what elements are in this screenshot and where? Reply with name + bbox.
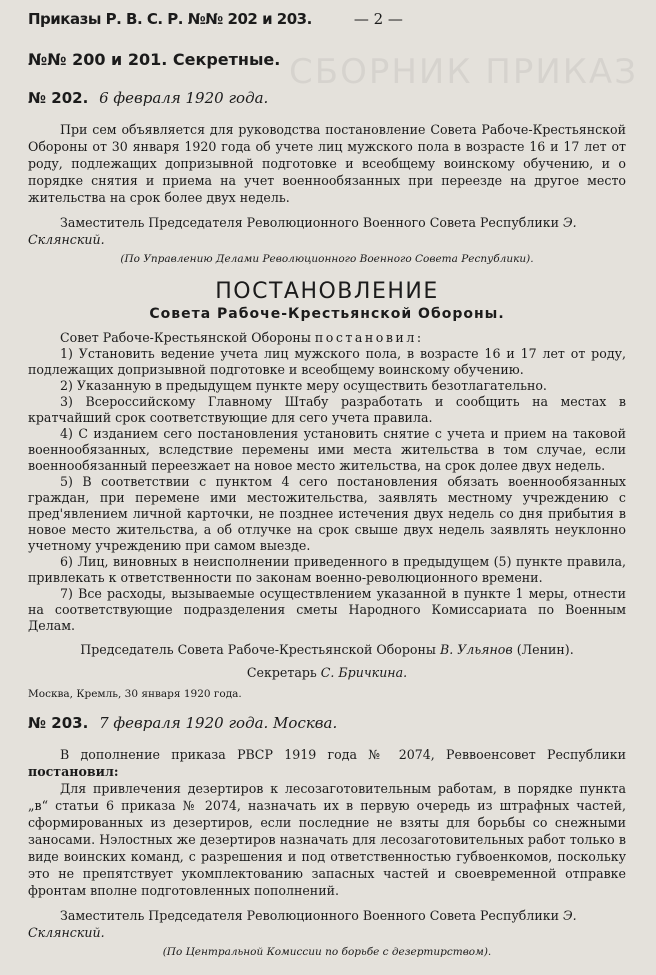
order-202-note: (По Управлению Делами Революционного Военного Совета Республики). — [120, 253, 534, 265]
decree-point: 2) Указанную в предыдущем пункте меру осуществить безотлагательно. — [60, 378, 547, 393]
secret-orders-heading: №№ 200 и 201. Секретные. — [28, 50, 281, 69]
order-203-signature — [28, 907, 626, 941]
order-202-signature-name: Э. Склянский. — [28, 215, 577, 247]
order-203-signature-title: Заместитель Председателя Революционного Военного Совета Республики — [60, 908, 559, 923]
order-203-heading — [28, 714, 626, 732]
decree-preamble — [28, 330, 626, 346]
running-head — [28, 10, 626, 28]
page-number: — 2 — — [353, 10, 403, 28]
order-203-body: Для привлечения дезертиров к лесозаготовительным работам, в порядке пункта „в“ статьи 6 приказа № 2074, назначать их в первую очередь из штрафных частей, сформированных из дезертиров, если последние не взяты для борьбы со снежными заносами. Нэлостных же дезертиров назначать для лесозаготовительных работ только в виде воинских команд, с разрешения и под ответственностью губвоенкомов, поскольку это не препятствует укомплектованию запасных частей и своевременной отправке фронтам вполне подготовленных пополнений. — [28, 781, 626, 898]
decree-preamble-word: постановил: — [314, 330, 424, 345]
decree-point: 4) С изданием сего постановления установить снятие с учета и прием на таковой военнообязанных, вследствие перемены ими места жительства в том случае, если военнообязанный переезжает на новое место жительства, на срок долее двух недель. — [28, 426, 626, 473]
decree-point: 6) Лиц, виновных в неисполнении приведенного в предыдущем (5) пункте правила, привлекать к ответственности по законам военно-революционного времени. — [28, 554, 626, 585]
running-title: Приказы Р. В. С. Р. №№ 202 и 203. — [28, 10, 312, 28]
decree-point: 1) Установить ведение учета лиц мужского пола, в возрасте 16 и 17 лет от роду, подлежащих допризывной подготовке и всеобщему воинскому обучению. — [28, 346, 626, 377]
decree-secretary-name: С. Бричкина. — [320, 665, 408, 680]
decree-points — [28, 346, 626, 634]
order-202-body: При сем объявляется для руководства постановление Совета Рабоче-Крестьянской Обороны от 30 января 1920 года об учете лиц мужского пола в возрасте 16 и 17 лет от роду, подлежащих допризывной подготовке и всеобщему воинскому обучению, и о порядке снятия и приема на учет военнообязанных при переезде на другое место жительства на срок более двух недель. — [28, 122, 626, 205]
order-202-number: № 202. — [28, 89, 89, 107]
decree-chair-signature — [28, 642, 626, 657]
order-203-number: № 203. — [28, 714, 89, 732]
decree-chair-name: В. Ульянов — [439, 642, 513, 657]
order-203-intro — [28, 746, 626, 780]
order-203-intro-word: постановил: — [28, 764, 119, 779]
order-203-signature-name: Э. Склянский. — [28, 908, 577, 940]
decree-point: 5) В соответствии с пунктом 4 сего постановления обязать военнообязанных граждан, при перемене ими местожительства, заявлять местному учреждению с пред'явлением личной карточки, не позднее истечения двух недель со дня прибытия в новое место жительства, а об отлучке на срок свыше двух недель заявлять неуклонно учетному учреждению при самом выезде. — [28, 474, 626, 553]
order-202-date: 6 февраля 1920 года. — [99, 89, 269, 107]
decree-secretary-title: Секретарь — [246, 665, 317, 680]
decree-point: 7) Все расходы, вызываемые осуществлением указанной в пункте 1 меры, отнести на соответствующие подразделения сметы Народного Комиссариата по Военным Делам. — [28, 586, 626, 633]
order-203-date: 7 февраля 1920 года. Москва. — [99, 714, 338, 732]
decree-chair-title: Председатель Совета Рабоче-Крестьянской Обороны — [80, 642, 436, 657]
decree-title: ПОСТАНОВЛЕНИЕ — [215, 279, 439, 304]
decree-place-date: Москва, Кремль, 30 января 1920 года. — [28, 688, 242, 700]
decree-secretary-signature — [28, 665, 626, 680]
order-203-note: (По Центральной Комиссии по борьбе с дезертирством). — [162, 946, 492, 958]
decree-chair-alias: (Ленин). — [516, 642, 574, 657]
decree-preamble-text: Совет Рабоче-Крестьянской Обороны — [60, 330, 311, 345]
show-through-heading: СБОРНИК ПРИКАЗ — [289, 52, 638, 92]
decree-point: 3) Всероссийскому Главному Штабу разработать и сообщить на местах в кратчайший срок соответствующие для сего учета правила. — [28, 394, 626, 425]
order-203-intro-text: В дополнение приказа РВСР 1919 года № 2074, Реввоенсовет Республики — [60, 747, 626, 762]
order-202-signature-title: Заместитель Председателя Революционного Военного Совета Республики — [60, 215, 559, 230]
order-202-signature — [28, 214, 626, 248]
decree-subtitle: Совета Рабоче-Крестьянской Обороны. — [149, 306, 505, 322]
